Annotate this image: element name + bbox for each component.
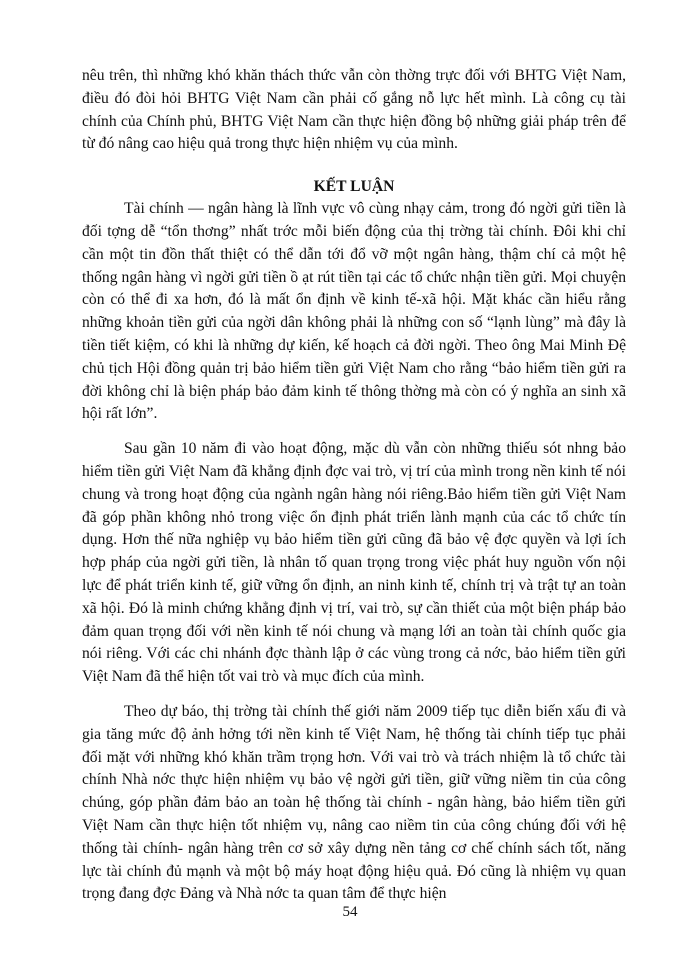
section-heading: KẾT LUẬN (313, 178, 395, 196)
page-number: 54 (342, 904, 358, 920)
intro-paragraph: nêu trên, thì những khó khăn thách thức vẫn còn thờng trực đối với BHTG Việt Nam, điều đó đòi hỏi BHTG Việt Nam cần phải cố gắng nỗ lực hết mình. Là công cụ tài chính của Chính phủ, BHTG Việt Nam cần thực hiện đồng bộ những giải pháp trên để từ đó nâng cao hiệu quả trong thực hiện nhiệm vụ của mình. (82, 67, 626, 153)
body-paragraph: Theo dự báo, thị trờng tài chính thế giới năm 2009 tiếp tục diễn biến xấu đi và gia tăng mức độ ảnh hởng tới nền kinh tế Việt Nam, hệ thống tài chính tiếp tục phải đối mặt với những khó khăn trầm trọng hơn. Với vai trò và trách nhiệm là tổ chức tài chính Nhà nớc thực hiện nhiệm vụ bảo vệ ngời gửi tiền, giữ vững niềm tin của công chúng, góp phần đảm bảo an toàn hệ thống tài chính - ngân hàng, bảo hiểm tiền gửi Việt Nam cần thực hiện tốt nhiệm vụ, nâng cao niềm tin của công chúng đối với hệ thống tài chính- ngân hàng trên cơ sở xây dựng nền tảng cơ chế chính sách tốt, năng lực tài chính đủ mạnh và một bộ máy hoạt động hiệu quả. Đó cũng là nhiệm vụ quan trọng đang đợc Đảng và Nhà nớc ta quan tâm để thực hiện (82, 702, 626, 903)
document-page (82, 65, 626, 906)
body-paragraph: Tài chính — ngân hàng là lĩnh vực vô cùng nhạy cảm, trong đó ngời gửi tiền là đối tợng dễ “tổn thơng” nhất trớc mỗi biến động của thị trờng tài chính. Đôi khi chỉ cần một tin đồn thất thiệt có thể dẫn tới đổ vỡ một ngân hàng, thậm chí cả một hệ thống ngân hàng vì ngời gửi tiền ồ ạt rút tiền tại các tổ chức nhận tiền gửi. Mọi chuyện còn có thể đi xa hơn, đó là mất ổn định về kinh tế-xã hội. Mặt khác cần hiểu rằng những khoản tiền gửi của ngời dân không phải là những con số “lạnh lùng” mà đây là tiền tiết kiệm, có khi là những dự kiến, kế hoạch cả đời ngời. Theo ông Mai Minh Đệ chủ tịch Hội đồng quản trị bảo hiểm tiền gửi Việt Nam cho rằng “bảo hiểm tiền gửi ra đời không chỉ là biện pháp bảo đảm kinh tế thông thờng mà còn có ý nghĩa an sinh xã hội rất lớn”. (82, 200, 626, 423)
body-paragraph: Sau gần 10 năm đi vào hoạt động, mặc dù vẫn còn những thiếu sót nhng bảo hiểm tiền gửi Việt Nam đã khẳng định đợc vai trò, vị trí của mình trong nền kinh tế nói chung và trong hoạt động của ngành ngân hàng nói riêng.Bảo hiểm tiền gửi Việt Nam đã góp phần không nhỏ trong việc ổn định phát triển lành mạnh của các tổ chức tín dụng. Hơn thế nữa nghiệp vụ bảo hiểm tiền gửi cũng đã bảo vệ đợc quyền và lợi ích hợp pháp của ngời gửi tiền, là nhân tố quan trọng trong việc phát huy nguồn vốn nội lực để phát triển kinh tế, giữ vững ổn định, an ninh kinh tế, chính trị và trật tự an toàn xã hội. Đó là minh chứng khẳng định vị trí, vai trò, sự cần thiết của một biện pháp bảo đảm quan trọng đối với nền kinh tế nói chung và mạng lới an toàn tài chính quốc gia nói riêng. Với các chi nhánh đợc thành lập ở các vùng trong cả nớc, bảo hiểm tiền gửi Việt Nam đã thể hiện tốt vai trò và mục đích của mình. (82, 440, 626, 686)
